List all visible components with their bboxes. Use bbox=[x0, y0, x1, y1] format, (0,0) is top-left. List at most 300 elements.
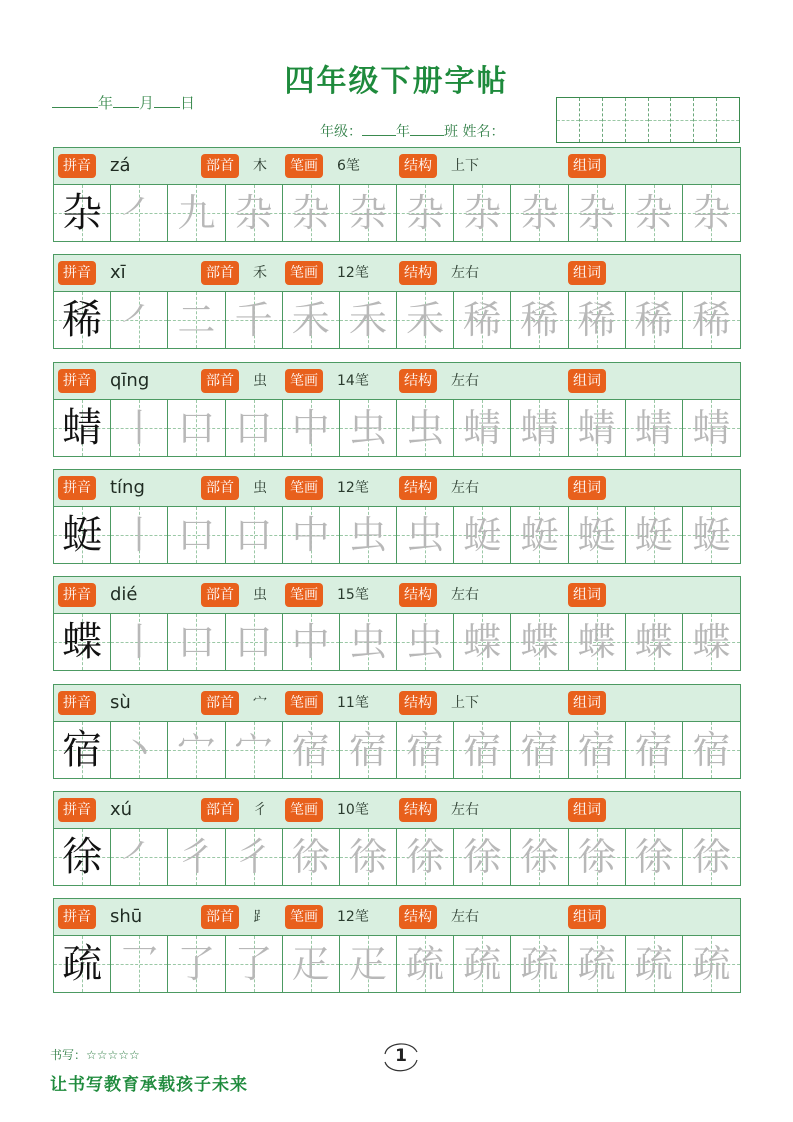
stroke-step-cell[interactable] bbox=[397, 185, 454, 241]
words-badge: 组词 bbox=[568, 476, 606, 500]
model-char: 徐 bbox=[62, 834, 103, 880]
strokes-value: 12笔 bbox=[337, 480, 369, 496]
stroke-step-char: 虫 bbox=[348, 620, 387, 664]
words-badge: 组词 bbox=[568, 691, 606, 715]
stroke-step-cell[interactable] bbox=[683, 722, 740, 778]
stroke-step-cell[interactable] bbox=[626, 507, 683, 563]
stroke-step-char: 杂 bbox=[291, 191, 330, 235]
stroke-step-char: 蜻 bbox=[634, 406, 673, 450]
stroke-step-char: 宿 bbox=[348, 728, 387, 772]
stroke-step-char: 杂 bbox=[406, 191, 445, 235]
stroke-step-char: 丨 bbox=[120, 620, 159, 664]
stroke-step-char: 口 bbox=[177, 620, 216, 664]
model-char: 稀 bbox=[62, 297, 103, 343]
stroke-step-cell[interactable] bbox=[397, 722, 454, 778]
char-block bbox=[53, 898, 741, 993]
stroke-step-char: 宿 bbox=[634, 728, 673, 772]
stroke-step-char: 疏 bbox=[463, 942, 502, 986]
month-label: 月 bbox=[139, 94, 155, 112]
stroke-step-char: 宿 bbox=[463, 728, 502, 772]
stroke-step-cell[interactable] bbox=[454, 292, 511, 348]
radical-value: 虫 bbox=[253, 480, 267, 496]
model-char-cell[interactable] bbox=[54, 722, 111, 778]
stroke-step-cell[interactable] bbox=[168, 507, 225, 563]
stroke-step-char: 稀 bbox=[634, 298, 673, 342]
words-badge: 组词 bbox=[568, 261, 606, 285]
char-block bbox=[53, 576, 741, 671]
stroke-step-cell[interactable] bbox=[226, 400, 283, 456]
stroke-step-char: 杂 bbox=[520, 191, 559, 235]
stroke-step-cell[interactable] bbox=[340, 400, 397, 456]
char-block bbox=[53, 684, 741, 779]
stroke-step-cell[interactable] bbox=[626, 400, 683, 456]
name-cell[interactable] bbox=[626, 98, 649, 142]
stroke-step-char: 乛 bbox=[120, 942, 159, 986]
char-info-bar bbox=[54, 577, 740, 614]
stroke-step-cell[interactable] bbox=[626, 722, 683, 778]
stroke-step-char: 丨 bbox=[120, 513, 159, 557]
stroke-step-char: 丨 bbox=[120, 406, 159, 450]
stroke-step-cell[interactable] bbox=[283, 829, 340, 885]
stroke-step-char: 蜻 bbox=[577, 406, 616, 450]
rating-label: 书写：☆☆☆☆☆ bbox=[50, 1048, 140, 1062]
stroke-step-cell[interactable] bbox=[569, 507, 626, 563]
stroke-step-char: 宀 bbox=[234, 728, 273, 772]
stroke-step-cell[interactable] bbox=[397, 829, 454, 885]
stroke-step-cell[interactable] bbox=[569, 722, 626, 778]
stroke-step-char: 稀 bbox=[577, 298, 616, 342]
stroke-step-cell[interactable] bbox=[340, 185, 397, 241]
stroke-step-cell[interactable] bbox=[683, 936, 740, 992]
stroke-step-cell[interactable] bbox=[226, 936, 283, 992]
stroke-step-char: 蝶 bbox=[463, 620, 502, 664]
stroke-step-cell[interactable] bbox=[511, 614, 568, 670]
stroke-step-char: 徐 bbox=[520, 835, 559, 879]
stroke-step-char: 宿 bbox=[692, 728, 731, 772]
stroke-step-char: 中 bbox=[291, 513, 330, 557]
words-badge: 组词 bbox=[568, 905, 606, 929]
stroke-step-cell[interactable] bbox=[168, 614, 225, 670]
stroke-step-char: ㇒ bbox=[120, 191, 159, 235]
char-block bbox=[53, 147, 741, 242]
stroke-step-cell[interactable] bbox=[569, 185, 626, 241]
char-block bbox=[53, 362, 741, 457]
stroke-step-cell[interactable] bbox=[511, 936, 568, 992]
strokes-badge: 笔画 bbox=[285, 261, 323, 285]
stroke-step-char: 虫 bbox=[348, 406, 387, 450]
model-char: 宿 bbox=[62, 727, 103, 773]
page-number bbox=[381, 1040, 421, 1074]
structure-value: 左右 bbox=[451, 373, 479, 389]
stroke-step-cell[interactable] bbox=[283, 292, 340, 348]
stroke-step-char: 疋 bbox=[348, 942, 387, 986]
stroke-step-cell[interactable] bbox=[397, 292, 454, 348]
pinyin-badge: 拼音 bbox=[58, 798, 96, 822]
pinyin-badge: 拼音 bbox=[58, 369, 96, 393]
strokes-badge: 笔画 bbox=[285, 583, 323, 607]
structure-badge: 结构 bbox=[399, 154, 437, 178]
pinyin-value: sù bbox=[110, 692, 131, 713]
model-char-cell[interactable] bbox=[54, 292, 111, 348]
structure-badge: 结构 bbox=[399, 691, 437, 715]
model-char-cell[interactable] bbox=[54, 614, 111, 670]
words-badge: 组词 bbox=[568, 154, 606, 178]
radical-value: 宀 bbox=[253, 695, 267, 711]
stroke-step-char: 禾 bbox=[348, 298, 387, 342]
structure-badge: 结构 bbox=[399, 476, 437, 500]
stroke-step-cell[interactable] bbox=[283, 722, 340, 778]
char-info-bar bbox=[54, 363, 740, 400]
stroke-step-char: 杂 bbox=[234, 191, 273, 235]
pinyin-badge: 拼音 bbox=[58, 476, 96, 500]
stroke-step-cell[interactable] bbox=[511, 507, 568, 563]
stroke-step-cell[interactable] bbox=[626, 614, 683, 670]
pinyin-badge: 拼音 bbox=[58, 905, 96, 929]
stroke-step-cell[interactable] bbox=[454, 185, 511, 241]
char-info-bar bbox=[54, 148, 740, 185]
stroke-step-cell[interactable] bbox=[683, 185, 740, 241]
stroke-step-char: 虫 bbox=[406, 513, 445, 557]
structure-badge: 结构 bbox=[399, 583, 437, 607]
char-info-bar bbox=[54, 255, 740, 292]
stroke-step-char: 中 bbox=[291, 406, 330, 450]
structure-value: 左右 bbox=[451, 265, 479, 281]
name-cell[interactable] bbox=[557, 98, 580, 142]
writing-grid bbox=[54, 722, 740, 778]
structure-value: 上下 bbox=[451, 158, 479, 174]
strokes-value: 12笔 bbox=[337, 265, 369, 281]
stroke-step-cell[interactable] bbox=[283, 936, 340, 992]
stroke-step-cell[interactable] bbox=[340, 507, 397, 563]
stroke-step-char: 彳 bbox=[234, 835, 273, 879]
year-blank[interactable] bbox=[52, 93, 98, 108]
stroke-step-cell[interactable] bbox=[569, 400, 626, 456]
stroke-step-cell[interactable] bbox=[283, 614, 340, 670]
stroke-step-cell[interactable] bbox=[111, 829, 168, 885]
stroke-step-cell[interactable] bbox=[111, 507, 168, 563]
stroke-step-cell[interactable] bbox=[511, 829, 568, 885]
writing-grid bbox=[54, 400, 740, 456]
stroke-step-char: 稀 bbox=[692, 298, 731, 342]
stroke-step-cell[interactable] bbox=[397, 936, 454, 992]
stroke-step-cell[interactable] bbox=[111, 400, 168, 456]
student-info bbox=[320, 121, 504, 141]
char-info-bar bbox=[54, 685, 740, 722]
page-number-text: 1 bbox=[395, 1046, 407, 1066]
date-line bbox=[52, 92, 195, 113]
stroke-step-char: 杂 bbox=[577, 191, 616, 235]
pinyin-value: xī bbox=[110, 262, 126, 283]
structure-badge: 结构 bbox=[399, 261, 437, 285]
structure-badge: 结构 bbox=[399, 369, 437, 393]
stroke-step-char: 稀 bbox=[520, 298, 559, 342]
grade-label: 年级： bbox=[320, 124, 362, 140]
grade-year-label: 年 bbox=[396, 124, 410, 140]
stroke-step-cell[interactable] bbox=[283, 400, 340, 456]
writing-grid bbox=[54, 614, 740, 670]
stroke-step-char: 徐 bbox=[463, 835, 502, 879]
stroke-step-char: 了 bbox=[234, 942, 273, 986]
stroke-step-char: 虫 bbox=[348, 513, 387, 557]
words-badge: 组词 bbox=[568, 798, 606, 822]
stroke-step-cell[interactable] bbox=[340, 829, 397, 885]
stroke-step-char: 宿 bbox=[577, 728, 616, 772]
stroke-step-cell[interactable] bbox=[226, 292, 283, 348]
model-char: 蝶 bbox=[62, 619, 103, 665]
stroke-step-cell[interactable] bbox=[626, 936, 683, 992]
stroke-step-cell[interactable] bbox=[168, 185, 225, 241]
model-char-cell[interactable] bbox=[54, 507, 111, 563]
day-label: 日 bbox=[180, 94, 196, 112]
stroke-step-char: 宀 bbox=[177, 728, 216, 772]
model-char-cell[interactable] bbox=[54, 936, 111, 992]
strokes-value: 10笔 bbox=[337, 802, 369, 818]
radical-value: ⻊ bbox=[253, 909, 267, 925]
stroke-step-char: 宿 bbox=[520, 728, 559, 772]
char-info-bar bbox=[54, 470, 740, 507]
stroke-step-cell[interactable] bbox=[626, 185, 683, 241]
stroke-step-char: 虫 bbox=[406, 406, 445, 450]
stroke-step-char: 疏 bbox=[577, 942, 616, 986]
stroke-step-cell[interactable] bbox=[454, 829, 511, 885]
pinyin-value: tíng bbox=[110, 477, 145, 498]
writing-grid bbox=[54, 185, 740, 241]
strokes-badge: 笔画 bbox=[285, 905, 323, 929]
stroke-step-char: 口 bbox=[234, 513, 273, 557]
name-cell[interactable] bbox=[694, 98, 717, 142]
stroke-step-char: 宿 bbox=[406, 728, 445, 772]
stroke-step-cell[interactable] bbox=[454, 936, 511, 992]
pinyin-badge: 拼音 bbox=[58, 691, 96, 715]
stroke-step-char: 禾 bbox=[291, 298, 330, 342]
model-char: 蜻 bbox=[62, 405, 103, 451]
stroke-step-char: ㇒ bbox=[120, 835, 159, 879]
stroke-step-char: 稀 bbox=[463, 298, 502, 342]
name-cell[interactable] bbox=[649, 98, 672, 142]
stroke-step-cell[interactable] bbox=[226, 614, 283, 670]
char-info-bar bbox=[54, 792, 740, 829]
stroke-step-cell[interactable] bbox=[111, 185, 168, 241]
stroke-step-char: 蝶 bbox=[577, 620, 616, 664]
stroke-step-cell[interactable] bbox=[454, 507, 511, 563]
model-char-cell[interactable] bbox=[54, 185, 111, 241]
stroke-step-char: 蜓 bbox=[520, 513, 559, 557]
name-cell[interactable] bbox=[671, 98, 694, 142]
stroke-step-char: 禾 bbox=[406, 298, 445, 342]
pinyin-badge: 拼音 bbox=[58, 583, 96, 607]
stroke-step-char: 口 bbox=[177, 513, 216, 557]
stroke-step-char: 徐 bbox=[406, 835, 445, 879]
stroke-step-char: 蝶 bbox=[634, 620, 673, 664]
char-block bbox=[53, 791, 741, 886]
stroke-step-char: 徐 bbox=[577, 835, 616, 879]
name-cell[interactable] bbox=[603, 98, 626, 142]
stroke-step-char: 杂 bbox=[348, 191, 387, 235]
stroke-step-cell[interactable] bbox=[454, 400, 511, 456]
stroke-step-cell[interactable] bbox=[111, 722, 168, 778]
stroke-step-cell[interactable] bbox=[283, 507, 340, 563]
stroke-step-cell[interactable] bbox=[397, 400, 454, 456]
stroke-step-cell[interactable] bbox=[111, 614, 168, 670]
stroke-step-cell[interactable] bbox=[226, 507, 283, 563]
radical-badge: 部首 bbox=[201, 691, 239, 715]
stroke-step-cell[interactable] bbox=[168, 936, 225, 992]
pinyin-value: zá bbox=[110, 155, 131, 176]
radical-value: 彳 bbox=[253, 802, 267, 818]
stroke-step-char: 杂 bbox=[634, 191, 673, 235]
stroke-step-char: 蜓 bbox=[463, 513, 502, 557]
structure-badge: 结构 bbox=[399, 798, 437, 822]
class-label: 班 bbox=[444, 124, 458, 140]
stroke-step-cell[interactable] bbox=[511, 722, 568, 778]
stroke-step-cell[interactable] bbox=[226, 185, 283, 241]
stroke-step-cell[interactable] bbox=[511, 185, 568, 241]
stroke-step-cell[interactable] bbox=[626, 829, 683, 885]
stroke-step-char: 二 bbox=[177, 298, 216, 342]
structure-value: 左右 bbox=[451, 480, 479, 496]
stroke-step-cell[interactable] bbox=[226, 722, 283, 778]
stroke-step-cell[interactable] bbox=[511, 292, 568, 348]
stroke-step-cell[interactable] bbox=[340, 292, 397, 348]
stroke-step-cell[interactable] bbox=[226, 829, 283, 885]
model-char: 杂 bbox=[62, 190, 103, 236]
structure-value: 左右 bbox=[451, 909, 479, 925]
radical-badge: 部首 bbox=[201, 905, 239, 929]
day-blank[interactable] bbox=[154, 93, 180, 108]
stroke-step-char: ㇒ bbox=[120, 298, 159, 342]
stroke-step-char: 口 bbox=[234, 406, 273, 450]
stroke-step-cell[interactable] bbox=[511, 400, 568, 456]
stroke-step-char: 虫 bbox=[406, 620, 445, 664]
model-char-cell[interactable] bbox=[54, 829, 111, 885]
name-cell[interactable] bbox=[717, 98, 739, 142]
writing-grid bbox=[54, 829, 740, 885]
structure-value: 上下 bbox=[451, 695, 479, 711]
stroke-step-cell[interactable] bbox=[683, 400, 740, 456]
stroke-step-char: 徐 bbox=[634, 835, 673, 879]
stroke-step-cell[interactable] bbox=[340, 936, 397, 992]
char-info-bar bbox=[54, 899, 740, 936]
structure-value: 左右 bbox=[451, 587, 479, 603]
stroke-step-char: 蝶 bbox=[692, 620, 731, 664]
stroke-step-cell[interactable] bbox=[168, 829, 225, 885]
stroke-step-cell[interactable] bbox=[569, 829, 626, 885]
stroke-step-char: 彳 bbox=[177, 835, 216, 879]
strokes-value: 15笔 bbox=[337, 587, 369, 603]
stroke-step-cell[interactable] bbox=[168, 292, 225, 348]
stroke-step-cell[interactable] bbox=[283, 185, 340, 241]
stroke-step-char: 疏 bbox=[634, 942, 673, 986]
stroke-step-cell[interactable] bbox=[111, 936, 168, 992]
stroke-step-cell[interactable] bbox=[397, 614, 454, 670]
stroke-step-cell[interactable] bbox=[683, 292, 740, 348]
stroke-step-cell[interactable] bbox=[340, 722, 397, 778]
stroke-step-char: 中 bbox=[291, 620, 330, 664]
stroke-step-cell[interactable] bbox=[569, 292, 626, 348]
strokes-badge: 笔画 bbox=[285, 798, 323, 822]
year-label: 年 bbox=[98, 94, 114, 112]
writing-grid bbox=[54, 936, 740, 992]
strokes-badge: 笔画 bbox=[285, 691, 323, 715]
stroke-step-char: 蜻 bbox=[520, 406, 559, 450]
month-blank[interactable] bbox=[113, 93, 139, 108]
radical-badge: 部首 bbox=[201, 369, 239, 393]
stroke-step-char: 蜓 bbox=[577, 513, 616, 557]
stroke-step-char: 疋 bbox=[291, 942, 330, 986]
stroke-step-char: 疏 bbox=[406, 942, 445, 986]
stroke-step-cell[interactable] bbox=[454, 614, 511, 670]
structure-badge: 结构 bbox=[399, 905, 437, 929]
writing-grid bbox=[54, 507, 740, 563]
stroke-step-char: 口 bbox=[234, 620, 273, 664]
pinyin-value: dié bbox=[110, 584, 138, 605]
stroke-step-cell[interactable] bbox=[626, 292, 683, 348]
stroke-step-cell[interactable] bbox=[397, 507, 454, 563]
strokes-badge: 笔画 bbox=[285, 476, 323, 500]
strokes-value: 6笔 bbox=[337, 158, 360, 174]
words-badge: 组词 bbox=[568, 583, 606, 607]
stroke-step-char: 杂 bbox=[463, 191, 502, 235]
stroke-step-char: 丶 bbox=[120, 728, 159, 772]
name-cell[interactable] bbox=[580, 98, 603, 142]
radical-badge: 部首 bbox=[201, 154, 239, 178]
stroke-step-char: 蜻 bbox=[692, 406, 731, 450]
stroke-step-cell[interactable] bbox=[454, 722, 511, 778]
stroke-step-cell[interactable] bbox=[569, 614, 626, 670]
stroke-step-char: 疏 bbox=[692, 942, 731, 986]
stroke-step-cell[interactable] bbox=[111, 292, 168, 348]
stroke-step-char: 疏 bbox=[520, 942, 559, 986]
pinyin-value: shū bbox=[110, 906, 143, 927]
stroke-step-cell[interactable] bbox=[569, 936, 626, 992]
radical-badge: 部首 bbox=[201, 261, 239, 285]
radical-value: 禾 bbox=[253, 265, 267, 281]
page-title: 四年级下册字帖 bbox=[284, 64, 509, 99]
stroke-step-char: 蜓 bbox=[634, 513, 673, 557]
stroke-step-char: 宿 bbox=[291, 728, 330, 772]
stroke-step-cell[interactable] bbox=[168, 722, 225, 778]
stroke-step-char: 了 bbox=[177, 942, 216, 986]
strokes-badge: 笔画 bbox=[285, 369, 323, 393]
stroke-step-cell[interactable] bbox=[168, 400, 225, 456]
name-writing-grid[interactable] bbox=[556, 97, 740, 143]
radical-value: 虫 bbox=[253, 373, 267, 389]
pinyin-badge: 拼音 bbox=[58, 154, 96, 178]
slogan: 让书写教育承载孩子未来 bbox=[50, 1075, 248, 1095]
grade-blank[interactable] bbox=[362, 121, 396, 136]
stroke-step-char: 千 bbox=[234, 298, 273, 342]
model-char-cell[interactable] bbox=[54, 400, 111, 456]
class-blank[interactable] bbox=[410, 121, 444, 136]
stroke-step-char: 蜓 bbox=[692, 513, 731, 557]
stroke-step-char: 杂 bbox=[692, 191, 731, 235]
stroke-step-cell[interactable] bbox=[340, 614, 397, 670]
stroke-step-char: 口 bbox=[177, 406, 216, 450]
radical-badge: 部首 bbox=[201, 583, 239, 607]
words-badge: 组词 bbox=[568, 369, 606, 393]
strokes-badge: 笔画 bbox=[285, 154, 323, 178]
model-char: 蜓 bbox=[62, 512, 103, 558]
stroke-step-char: 徐 bbox=[692, 835, 731, 879]
structure-value: 左右 bbox=[451, 802, 479, 818]
stroke-step-char: 蜻 bbox=[463, 406, 502, 450]
stroke-step-cell[interactable] bbox=[683, 614, 740, 670]
pinyin-badge: 拼音 bbox=[58, 261, 96, 285]
stroke-step-cell[interactable] bbox=[683, 829, 740, 885]
stroke-step-cell[interactable] bbox=[683, 507, 740, 563]
strokes-value: 14笔 bbox=[337, 373, 369, 389]
strokes-value: 11笔 bbox=[337, 695, 369, 711]
